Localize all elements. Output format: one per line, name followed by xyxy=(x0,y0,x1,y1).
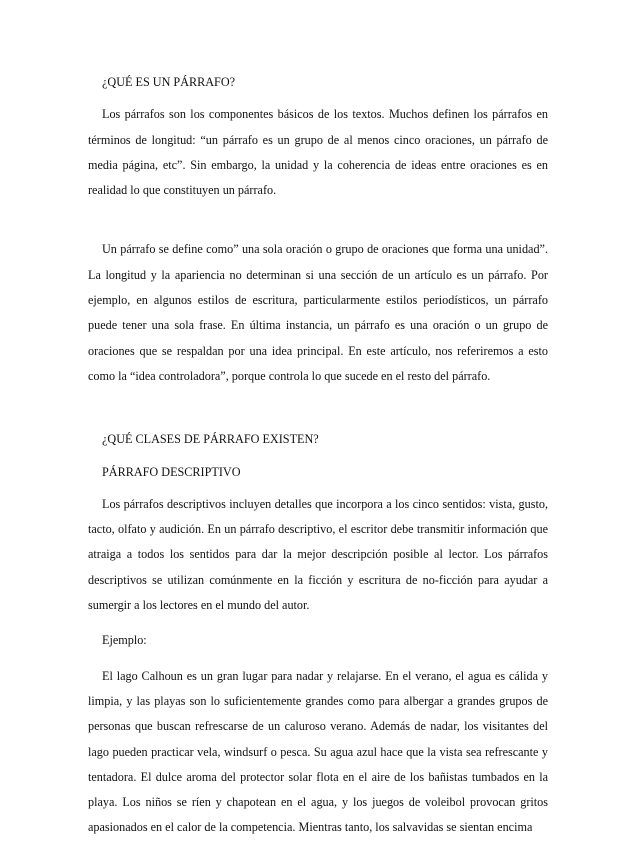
paragraph-definition: Los párrafos son los componentes básicos de los textos. Muchos definen los párrafos en términos de longitud: “un párrafo es un grupo de al menos cinco oraciones, un párrafo de media página, etc”. Sin embargo, la unidad y la coherencia de ideas entre oraciones es en realidad lo que constituyen un párrafo. xyxy=(88,107,548,198)
example-label: Ejemplo: xyxy=(102,633,147,648)
paragraph-example-lake: El lago Calhoun es un gran lugar para nadar y relajarse. En el verano, el agua es cálida y limpia, y las playas son lo suficientemente grandes como para albergar a grandes grupos de personas que buscan refrescarse de un caluroso verano. Además de nadar, los visitantes del lago pueden practicar vela, windsurf o pesca. Su agua azul hace que la vista sea refrescante y tentadora. El dulce aroma del protector solar flota en el aire de los bañistas tumbados en la playa. Los niños se ríen y chapotean en el agua, y los juegos de voleibol provocan gritos apasionados en el calor de la competencia. Mientras tanto, los salvavidas se sientan encima xyxy=(88,668,548,835)
section-heading-paragraph-types: ¿QUÉ CLASES DE PÁRRAFO EXISTEN? xyxy=(102,432,319,447)
subsection-heading-descriptive: PÁRRAFO DESCRIPTIVO xyxy=(102,464,241,479)
paragraph-single-sentence: Un párrafo se define como” una sola oración o grupo de oraciones que forma una unidad”. La longitud y la apariencia no determinan si una sección de un artículo es un párrafo. Por ejemplo, en algunos estilos de escritura, particularmente estilos periodísticos, un párrafo puede tener una sola frase. En última instancia, un párrafo es una oración o un grupo de oraciones que se respaldan por una idea principal. En este artículo, nos referiremos a esto como la “idea controladora”, porque controla lo que sucede en el resto del párrafo. xyxy=(88,242,548,383)
document-body xyxy=(88,70,548,841)
section-heading-what-is-paragraph: ¿QUÉ ES UN PÁRRAFO? xyxy=(102,75,236,89)
paragraph-descriptive: Los párrafos descriptivos incluyen detalles que incorpora a los cinco sentidos: vista, gusto, tacto, olfato y audición. En un párrafo descriptivo, el escritor debe transmitir información que atraiga a todos los sentidos para dar la mejor descripción posible al lector. Los párrafos descriptivos se utilizan comúnmente en la ficción y escritura de no-ficción para ayudar a sumergir a los lectores en el mundo del autor. xyxy=(88,496,548,613)
